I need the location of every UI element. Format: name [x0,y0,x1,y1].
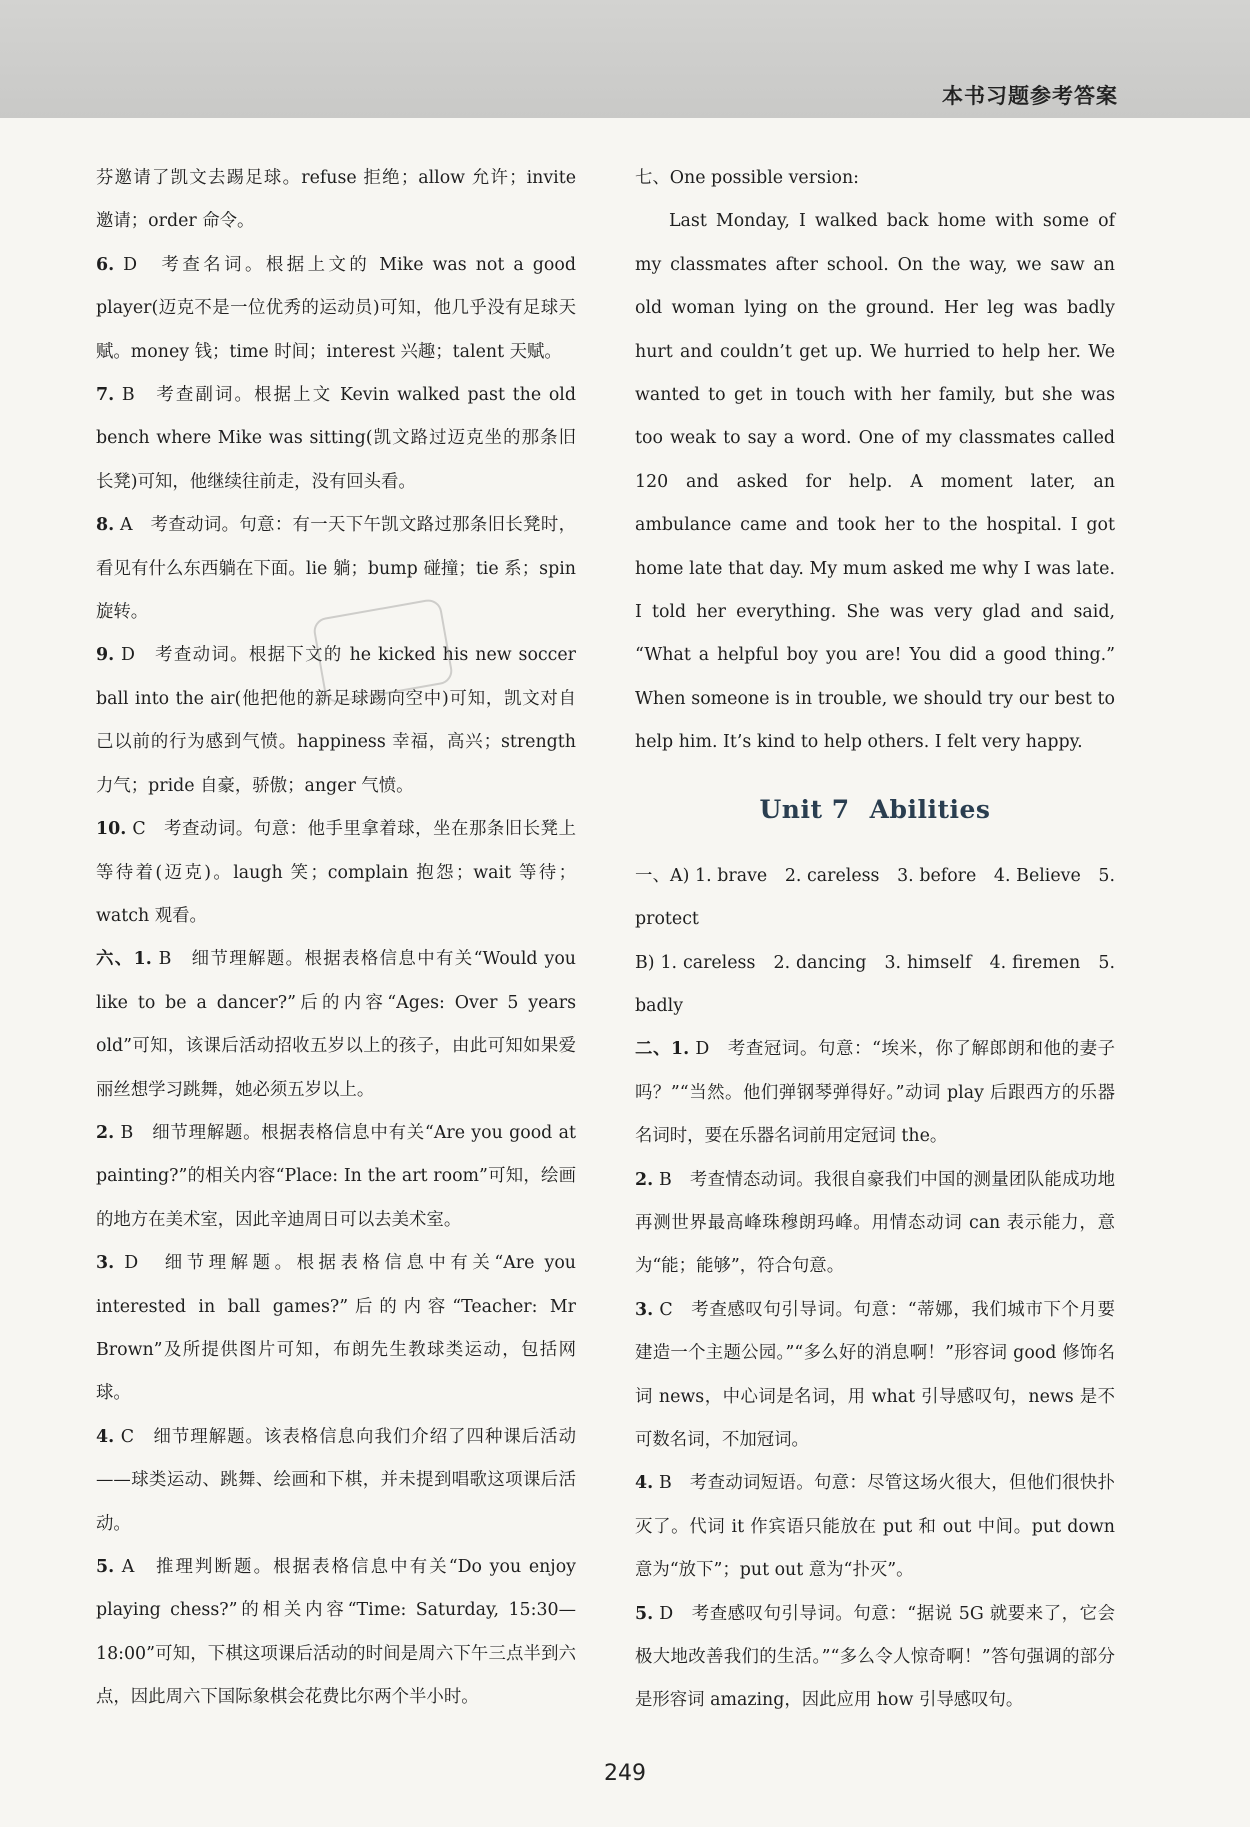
answer-text: A 推理判断题。根据表格信息中有关“Do you enjoy playing chess?”的相关内容“Time: Saturday, 15:30—18:00”可知，下棋这项课后活动的时间是周六下午三点半到六点，因此周六下国际象棋会花费比尔两个半小时。 [96,1557,576,1708]
answer-item [96,374,576,504]
answer-text: D 考查名词。根据上文的 Mike was not a good player(迈克不是一位优秀的运动员)可知，他几乎没有足球天赋。money 钱；time 时间；interest 兴趣；talent 天赋。 [96,254,576,362]
answer-item [635,1159,1115,1289]
answer-text: B 细节理解题。根据表格信息中有关“Would you like to be a dancer?”后的内容“Ages: Over 5 years old”可知，该课后活动招收五岁以上的孩子，由此可知如果爱丽丝想学习跳舞，她必须五岁以上。 [96,949,576,1100]
answer-text: D 考查感叹句引导词。句意：“据说 5G 就要来了，它会极大地改善我们的生活。”“多么令人惊奇啊！”答句强调的部分是形容词 amazing，因此应用 how 引导感叹句。 [635,1603,1115,1711]
answer-number: 6. [96,254,115,275]
answer-text: C 细节理解题。该表格信息向我们介绍了四种课后活动——球类运动、跳舞、绘画和下棋，并未提到唱歌这项课后活动。 [96,1426,576,1534]
answer-number: 8. [96,515,115,536]
unit-heading [635,765,1115,855]
answer-text: D 细节理解题。根据表格信息中有关“Are you interested in ball games?”后的内容“Teacher: Mr Brown”及所提供图片可知，布朗先生教球类运动，包括网球。 [96,1253,576,1404]
answer-text: D 考查动词。根据下文的 he kicked his new soccer ball into the air(他把他的新足球踢向空中)可知，凯文对自己以前的行为感到气愤。happiness 幸福，高兴；strength 力气；pride 自豪，骄傲；anger 气愤。 [96,645,576,796]
page-number: 249 [604,1761,646,1786]
answer-item [635,1289,1115,1463]
answer-text: C 考查感叹句引导词。句意：“蒂娜，我们城市下个月要建造一个主题公园。”“多么好的消息啊！”形容词 good 修饰名词 news，中心词是名词，用 what 引导感叹句，news 是不可数名词，不加冠词。 [635,1299,1115,1450]
answer-item [635,1462,1115,1592]
answer-number: 2. [96,1122,115,1143]
answer-item [96,938,576,1112]
model-essay: Last Monday, I walked back home with some of my classmates after school. On the way, we saw an old woman lying on the ground. Her leg was badly hurt and couldn’t get up. We hurried to help her. We wanted to get in touch with her family, but she was too weak to say a word. One of my classmates called 120 and asked for help. A moment later, an ambulance came and took her to the hospital. I got home late that day. My mum asked me why I was late. I told her everything. She was very glad and said, “What a helpful boy you are! You did a good thing.” When someone is in trouble, we should try our best to help him. It’s kind to help others. I felt very happy. [635,211,1115,753]
answer-item [635,1593,1115,1723]
answer-text: C 考查动词。句意：他手里拿着球，坐在那条旧长凳上等待着(迈克)。laugh 笑；complain 抱怨；wait 等待；watch 观看。 [96,819,576,926]
answer-text: A 考查动词。句意：有一天下午凯文路过那条旧长凳时，看见有什么东西躺在下面。lie 躺；bump 碰撞；tie 系；spin 旋转。 [96,515,576,623]
answer-continuation: 芬邀请了凯文去踢足球。refuse 拒绝；allow 允许；invite 邀请；order 命令。 [96,168,576,232]
answer-line: B) 1. careless 2. dancing 3. himself 4. firemen 5. badly [635,952,1115,1016]
left-column [96,157,576,1720]
unit-number: Unit 7 [759,794,850,824]
answer-text: B 考查情态动词。我很自豪我们中国的测量团队能成功地再测世界最高峰珠穆朗玛峰。用情态动词 can 表示能力，意为“能；能够”，符合句意。 [635,1169,1115,1277]
answer-number: 二、1. [635,1039,690,1060]
answer-number: 5. [96,1557,115,1577]
answer-text: B 考查副词。根据上文 Kevin walked past the old bench where Mike was sitting(凯文路过迈克坐的那条旧长凳)可知，他继续往前走，没有回头看。 [96,385,576,492]
right-column [635,157,1115,1723]
answer-item [96,1416,576,1546]
answer-number: 3. [635,1299,654,1320]
answer-number: 9. [96,645,115,666]
answer-item [96,1546,576,1720]
answer-number: 3. [96,1253,115,1274]
answer-item [96,1242,576,1416]
unit-title: Abilities [869,794,991,824]
answer-number: 2. [635,1169,654,1190]
answer-text: D 考查冠词。句意：“埃米，你了解郎朗和他的妻子吗？”“当然。他们弹钢琴弹得好。”动词 play 后跟西方的乐器名词时，要在乐器名词前用定冠词 the。 [635,1039,1116,1147]
answer-item [96,244,576,374]
answer-number: 六、1. [96,949,152,970]
answer-text: B 细节理解题。根据表格信息中有关“Are you good at painting?”的相关内容“Place: In the art room”可知，绘画的地方在美术室，因此辛迪周日可以去美术室。 [96,1122,576,1230]
answer-text: B 考查动词短语。句意：尽管这场火很大，但他们很快扑灭了。代词 it 作宾语只能放在 put 和 out 中间。put down 意为“放下”；put out 意为“扑灭”。 [635,1473,1115,1581]
essay-label: 七、One possible version: [635,168,860,188]
answer-line: 一、A) 1. brave 2. careless 3. before 4. Believe 5. protect [635,865,1115,930]
answer-number: 7. [96,385,115,406]
answer-number: 4. [635,1473,654,1494]
answer-item [96,808,576,938]
answer-number: 10. [96,819,127,840]
running-header-title: 本书习题参考答案 [942,84,1118,108]
answer-item [635,1028,1115,1158]
answer-number: 5. [635,1603,654,1624]
answer-number: 4. [96,1426,115,1447]
answer-item [96,1112,576,1242]
